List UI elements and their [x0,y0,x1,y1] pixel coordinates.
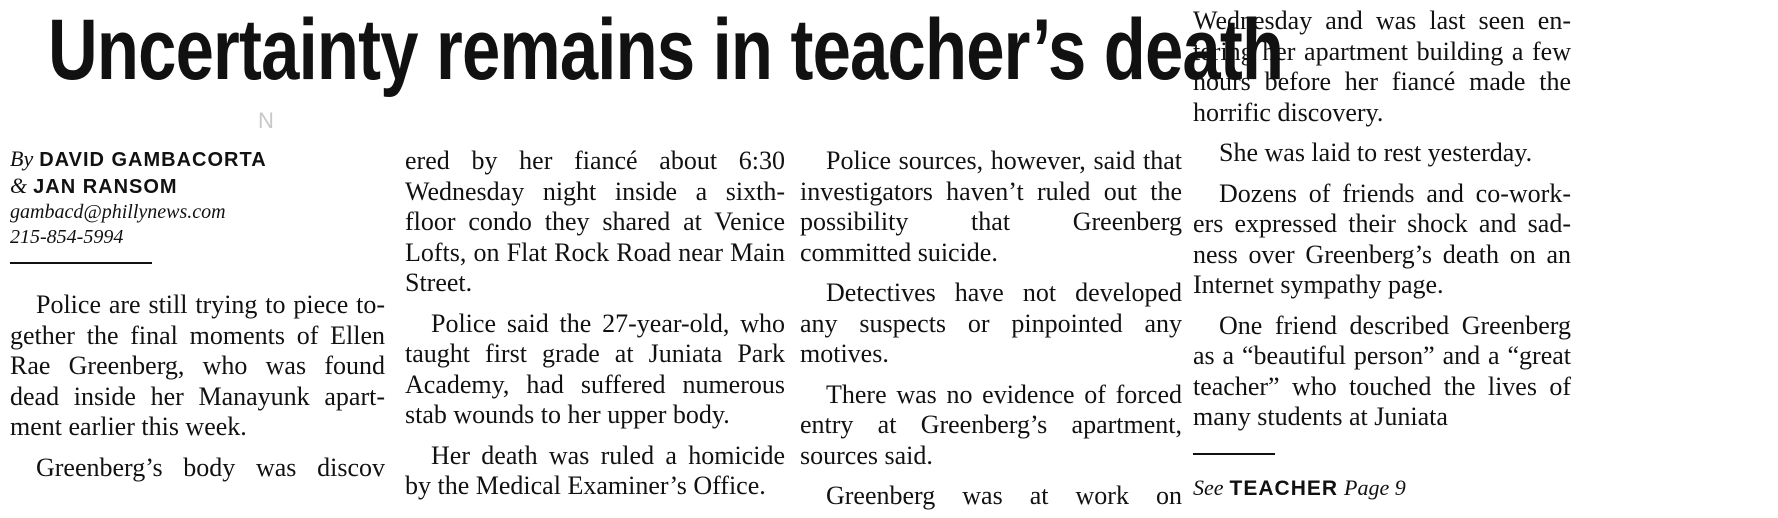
article-paragraph: Dozens of friends and co-workers expressed their shock and sadness over Greenberg’s death on an Internet sympathy page. [1193,178,1571,299]
article-paragraph: There was no evidence of forced entry at Greenberg’s apartment, sources said. [800,379,1182,470]
article-column-3 [800,146,1182,512]
author-email: gambacd@phillynews.com [10,201,226,223]
article-paragraph: Police are still trying to piece together the final moments of Ellen Rae Greenberg, who was found dead inside her Manayunk apartment earlier this week. [10,290,385,441]
article-paragraph: Greenberg was at work on [826,481,1182,510]
article-paragraph: Greenberg’s body was discov [36,452,385,482]
article-paragraph: One friend described Greenberg as a “beautiful person” and a “great teacher” who touched the lives of many students at Juniata [1193,310,1571,431]
article-paragraph: Detectives have not developed any suspects or pinpointed any motives. [800,278,1182,368]
article-paragraph: Her death was ruled a homicide by the Medical Examiner’s Office. [405,440,785,500]
article-column-2 [405,146,785,502]
byline-author-line-2 [10,173,450,200]
continuation-line [1193,475,1571,501]
byline-author-line-1 [10,146,450,173]
article-column-1 [10,290,385,483]
continuation-divider [1193,453,1275,455]
article-paragraph: Police said the 27-year-old, who taught first grade at Juniata Park Academy, had suffered numerous stab wounds to her upper body. [405,308,785,429]
byline-joiner: & [10,173,28,198]
continuation-page: Page 9 [1344,474,1406,500]
author-name: JAN RANSOM [33,176,178,198]
byline [10,146,450,264]
article-paragraph: Wednesday and was last seen entering her apartment building a few hours before her fiancé made the horrific discovery. [1193,6,1571,127]
article-paragraph: Police sources, however, said that investigators haven’t ruled out the possibility that Greenberg committed suicide. [800,146,1182,267]
byline-prefix: By [10,146,34,171]
author-name: DAVID GAMBACORTA [39,149,267,171]
article-column-4 [1193,6,1571,501]
continuation-keyword: TEACHER [1229,476,1339,500]
headline: Uncertainty remains in teacher’s death [48,2,1284,98]
stray-print-mark: N [258,108,274,133]
byline-divider [10,262,152,264]
article-paragraph: She was laid to rest yesterday. [1219,138,1533,167]
author-phone: 215-854-5994 [10,226,124,248]
continuation-prefix: See [1193,474,1224,500]
article-paragraph: ered by her fiancé about 6:30 Wednesday night inside a sixth-floor condo they shared at Venice Lofts, on Flat Rock Road near Main Street. [405,146,785,297]
